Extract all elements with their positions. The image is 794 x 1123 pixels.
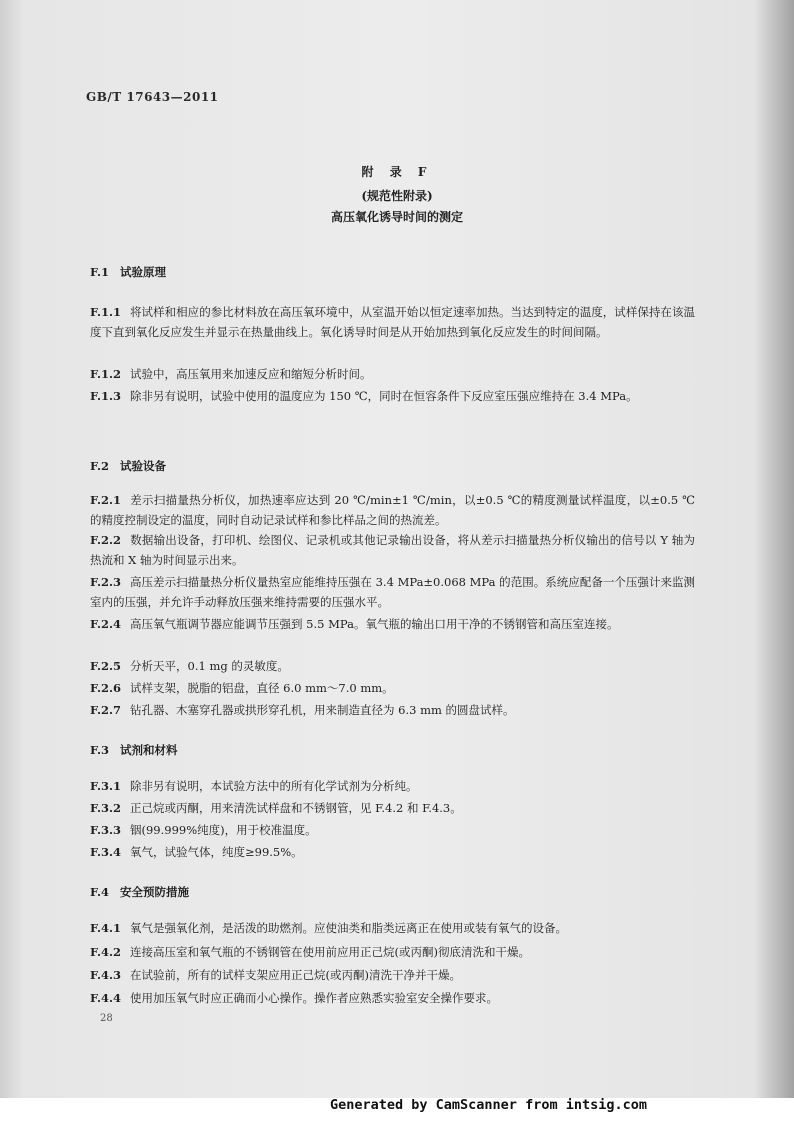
- annex-type: (规范性附录): [361, 189, 433, 203]
- clause-paragraph: [90, 776, 695, 796]
- clause-number: F.3.3: [90, 823, 122, 837]
- clause-paragraph: [90, 820, 695, 840]
- clause-number: F.4.3: [90, 968, 122, 982]
- section-heading: [90, 884, 189, 900]
- clause-number: F.2.2: [90, 533, 122, 547]
- clause-text: 使用加压氧气时应正确而小心操作。操作者应熟悉实验室安全操作要求。: [130, 991, 498, 1005]
- section-title: 试验设备: [120, 459, 166, 473]
- section-title: 安全预防措施: [120, 885, 189, 899]
- clause-number: F.1.3: [90, 389, 122, 403]
- clause-text: 连接高压室和氧气瓶的不锈钢管在使用前应用正己烷(或丙酮)彻底清洗和干燥。: [130, 945, 530, 959]
- clause-text: 正己烷或丙酮，用来清洗试样盘和不锈钢管，见 F.4.2 和 F.4.3。: [130, 801, 462, 815]
- section-number: F.4: [90, 885, 110, 899]
- clause-paragraph: [90, 386, 695, 406]
- page-number: 28: [100, 1013, 113, 1024]
- clause-text: 高压氧气瓶调节器应能调节压强到 5.5 MPa。氧气瓶的输出口用干净的不锈钢管和高压室连接。: [130, 617, 619, 631]
- clause-number: F.3.4: [90, 845, 122, 859]
- clause-text: 铟(99.999%纯度)，用于校准温度。: [130, 823, 317, 837]
- clause-number: F.2.4: [90, 617, 122, 631]
- clause-text: 分析天平，0.1 mg 的灵敏度。: [130, 659, 289, 673]
- clause-text: 试样支架，脱脂的铝盘，直径 6.0 mm～7.0 mm。: [130, 681, 394, 695]
- clause-paragraph: [90, 364, 695, 384]
- clause-text: 试验中，高压氧用来加速反应和缩短分析时间。: [130, 367, 372, 381]
- clause-paragraph: [90, 918, 695, 938]
- clause-number: F.3.2: [90, 801, 122, 815]
- clause-paragraph: [90, 700, 695, 720]
- clause-paragraph: [90, 965, 695, 985]
- clause-number: F.2.6: [90, 681, 122, 695]
- clause-paragraph: [90, 798, 695, 818]
- clause-text: 在试验前，所有的试样支架应用正己烷(或丙酮)清洗干净并干燥。: [130, 968, 461, 982]
- clause-text: 氧气，试验气体，纯度≥99.5%。: [130, 845, 303, 859]
- camscanner-watermark: Generated by CamScanner from intsig.com: [330, 1097, 647, 1113]
- clause-paragraph: [90, 988, 695, 1008]
- clause-text: 除非另有说明，试验中使用的温度应为 150 ℃，同时在恒容条件下反应室压强应维持在 3.4 MPa。: [130, 389, 638, 403]
- clause-number: F.1.2: [90, 367, 122, 381]
- clause-number: F.4.1: [90, 921, 122, 935]
- clause-number: F.4.2: [90, 945, 122, 959]
- clause-number: F.1.1: [90, 305, 122, 319]
- section-heading: [90, 264, 166, 280]
- clause-number: F.3.1: [90, 779, 122, 793]
- annex-number: 附 录 F: [361, 165, 433, 179]
- clause-text: 氧气是强氧化剂，是活泼的助燃剂。应使油类和脂类远离正在使用或装有氧气的设备。: [130, 921, 567, 935]
- clause-paragraph: [90, 572, 695, 612]
- clause-number: F.2.3: [90, 575, 122, 589]
- section-title: 试验原理: [120, 265, 166, 279]
- section-heading: [90, 742, 178, 758]
- clause-text: 将试样和相应的参比材料放在高压氧环境中，从室温开始以恒定速率加热。当达到特定的温度，试样保持在该温度下直到氧化反应发生并显示在热量曲线上。氧化诱导时间是从开始加热到氧化反应发生的时间间隔。: [90, 305, 695, 339]
- clause-text: 高压差示扫描量热分析仪量热室应能维持压强在 3.4 MPa±0.068 MPa 的范围。系统应配备一个压强计来监测室内的压强，并允许手动释放压强来维持需要的压强水平。: [90, 575, 695, 609]
- standard-number: GB/T 17643—2011: [86, 90, 219, 104]
- clause-paragraph: [90, 530, 695, 570]
- section-heading: [90, 458, 166, 474]
- section-number: F.2: [90, 459, 110, 473]
- clause-number: F.2.5: [90, 659, 122, 673]
- clause-text: 数据输出设备，打印机、绘图仪、记录机或其他记录输出设备，将从差示扫描量热分析仪输出的信号以 Y 轴为热流和 X 轴为时间显示出来。: [90, 533, 695, 567]
- clause-number: F.4.4: [90, 991, 122, 1005]
- section-number: F.1: [90, 265, 110, 279]
- section-title: 试剂和材料: [120, 743, 178, 757]
- clause-paragraph: [90, 842, 695, 862]
- section-number: F.3: [90, 743, 110, 757]
- clause-number: F.2.7: [90, 703, 122, 717]
- clause-text: 钻孔器、木塞穿孔器或拱形穿孔机，用来制造直径为 6.3 mm 的圆盘试样。: [130, 703, 515, 717]
- clause-paragraph: [90, 614, 695, 634]
- clause-paragraph: [90, 302, 695, 342]
- clause-paragraph: [90, 490, 695, 530]
- clause-paragraph: [90, 656, 695, 676]
- clause-text: 差示扫描量热分析仪，加热速率应达到 20 ℃/min±1 ℃/min，以±0.5 ℃的精度测量试样温度，以±0.5 ℃的精度控制设定的温度，同时自动记录试样和参比样品之间的热流差。: [90, 493, 695, 527]
- clause-paragraph: [90, 942, 695, 962]
- clause-text: 除非另有说明，本试验方法中的所有化学试剂为分析纯。: [130, 779, 418, 793]
- clause-paragraph: [90, 678, 695, 698]
- clause-number: F.2.1: [90, 493, 122, 507]
- annex-title: 高压氧化诱导时间的测定: [330, 210, 463, 224]
